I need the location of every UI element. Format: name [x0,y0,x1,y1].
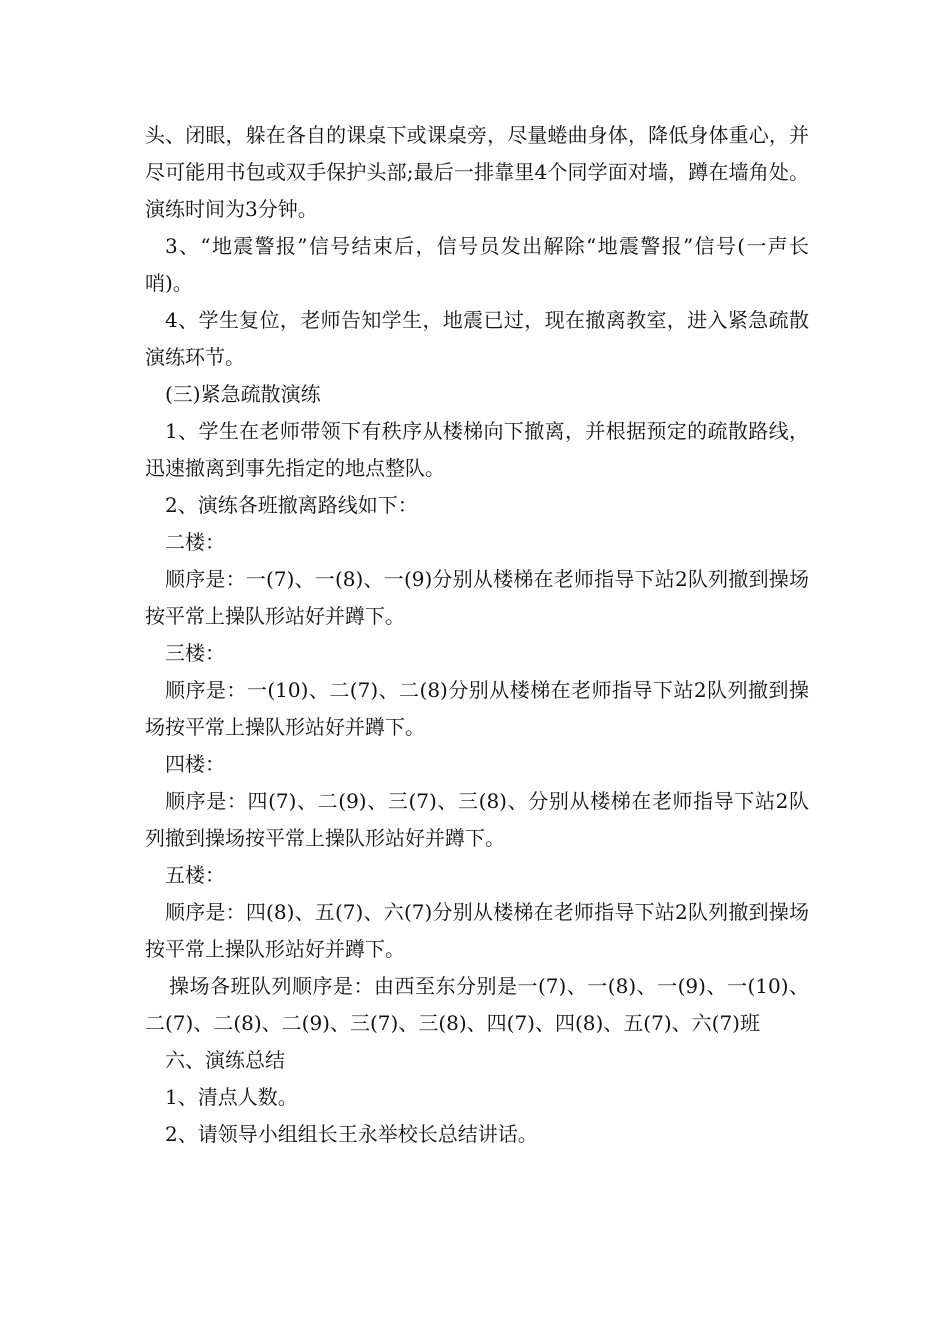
paragraph-evacuation-2: 2、演练各班撤离路线如下： [165,493,418,517]
floor-label-4: 四楼： [165,752,225,776]
paragraph-step-4: 4、学生复位，老师告知学生，地震已过，现在撤离教室，进入紧急疏散演练环节。 [145,308,809,369]
floor-label-2: 二楼： [165,530,225,554]
paragraph-summary-1: 1、清点人数。 [165,1085,298,1109]
paragraph-summary-2: 2、请领导小组组长王永举校长总结讲话。 [165,1122,538,1146]
floor-order-2: 顺序是：一(7)、一(8)、一(9)分别从楼梯在老师指导下站2队列撤到操场按平常上操队形站好并蹲下。 [145,567,809,628]
paragraph-evacuation-1: 1、学生在老师带领下有秩序从楼梯向下撤离，并根据预定的疏散路线，迅速撤离到事先指定的地点整队。 [145,419,809,480]
floor-order-3: 顺序是：一(10)、二(7)、二(8)分别从楼梯在老师指导下站2队列撤到操场按平常上操队形站好并蹲下。 [145,678,809,739]
document-body [145,117,809,1153]
floor-order-4: 顺序是：四(7)、二(9)、三(7)、三(8)、分别从楼梯在老师指导下站2队列撤到操场按平常上操队形站好并蹲下。 [145,789,809,850]
floor-label-3: 三楼： [165,641,225,665]
floor-label-5: 五楼： [165,863,225,887]
paragraph-step-3: 3、“地震警报”信号结束后，信号员发出解除“地震警报”信号(一声长哨)。 [145,234,809,295]
section-heading-summary: 六、演练总结 [165,1048,285,1072]
section-heading-evacuation: (三)紧急疏散演练 [165,382,321,406]
floor-order-5: 顺序是：四(8)、五(7)、六(7)分别从楼梯在老师指导下站2队列撤到操场按平常上操队形站好并蹲下。 [145,900,809,961]
paragraph-playground-order: 操场各班队列顺序是：由西至东分别是一(7)、一(8)、一(9)、一(10)、二(7)、二(8)、二(9)、三(7)、三(8)、四(7)、四(8)、五(7)、六(7)班 [145,974,809,1035]
paragraph-drill-posture: 头、闭眼，躲在各自的课桌下或课桌旁，尽量蜷曲身体，降低身体重心，并尽可能用书包或双手保护头部;最后一排靠里4个同学面对墙，蹲在墙角处。演练时间为3分钟。 [145,123,809,221]
